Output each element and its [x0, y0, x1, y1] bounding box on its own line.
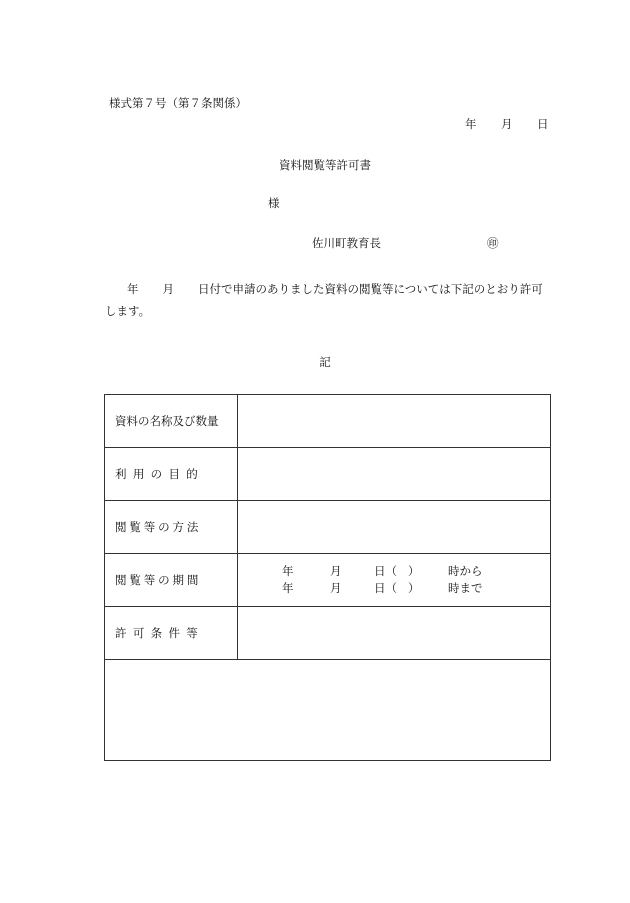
row-value-material	[238, 395, 551, 448]
body-year: 年	[127, 282, 139, 296]
document-title: 資料閲覧等許可書	[279, 158, 371, 172]
addressee-suffix: 様	[268, 196, 280, 210]
row-value-conditions	[238, 607, 551, 660]
row-label-conditions: 許可条件等	[105, 607, 238, 660]
date-month: 月	[501, 117, 513, 131]
body-text: 日付で申請のありました資料の閲覧等については下記のとおり許可します。	[105, 282, 543, 318]
form-number: 様式第７号（第７条関係）	[109, 96, 247, 110]
seal-mark: ㊞	[487, 236, 499, 250]
table-row	[105, 501, 551, 554]
notes-cell	[105, 660, 551, 761]
table-row	[105, 607, 551, 660]
ki-heading: 記	[319, 355, 331, 369]
row-value-method	[238, 501, 551, 554]
row-label-period: 閲覧等の期間	[105, 554, 238, 607]
row-value-period	[238, 554, 551, 607]
row-label-purpose: 利用の目的	[105, 448, 238, 501]
row-label-material: 資料の名称及び数量	[105, 395, 238, 448]
date-line	[465, 119, 549, 131]
body-paragraph	[105, 278, 550, 322]
table-row	[105, 554, 551, 607]
period-from: 年 月 日（ ） 時から	[282, 563, 483, 578]
row-value-purpose	[238, 448, 551, 501]
date-day: 日	[537, 117, 549, 131]
table-row	[105, 448, 551, 501]
table-row	[105, 395, 551, 448]
body-month: 月	[162, 282, 174, 296]
table-row-notes	[105, 660, 551, 761]
details-table	[104, 394, 551, 761]
issuer-name: 佐川町教育長	[312, 236, 381, 250]
row-label-method: 閲覧等の方法	[105, 501, 238, 554]
period-to: 年 月 日（ ） 時まで	[282, 581, 483, 595]
date-year: 年	[465, 117, 477, 131]
